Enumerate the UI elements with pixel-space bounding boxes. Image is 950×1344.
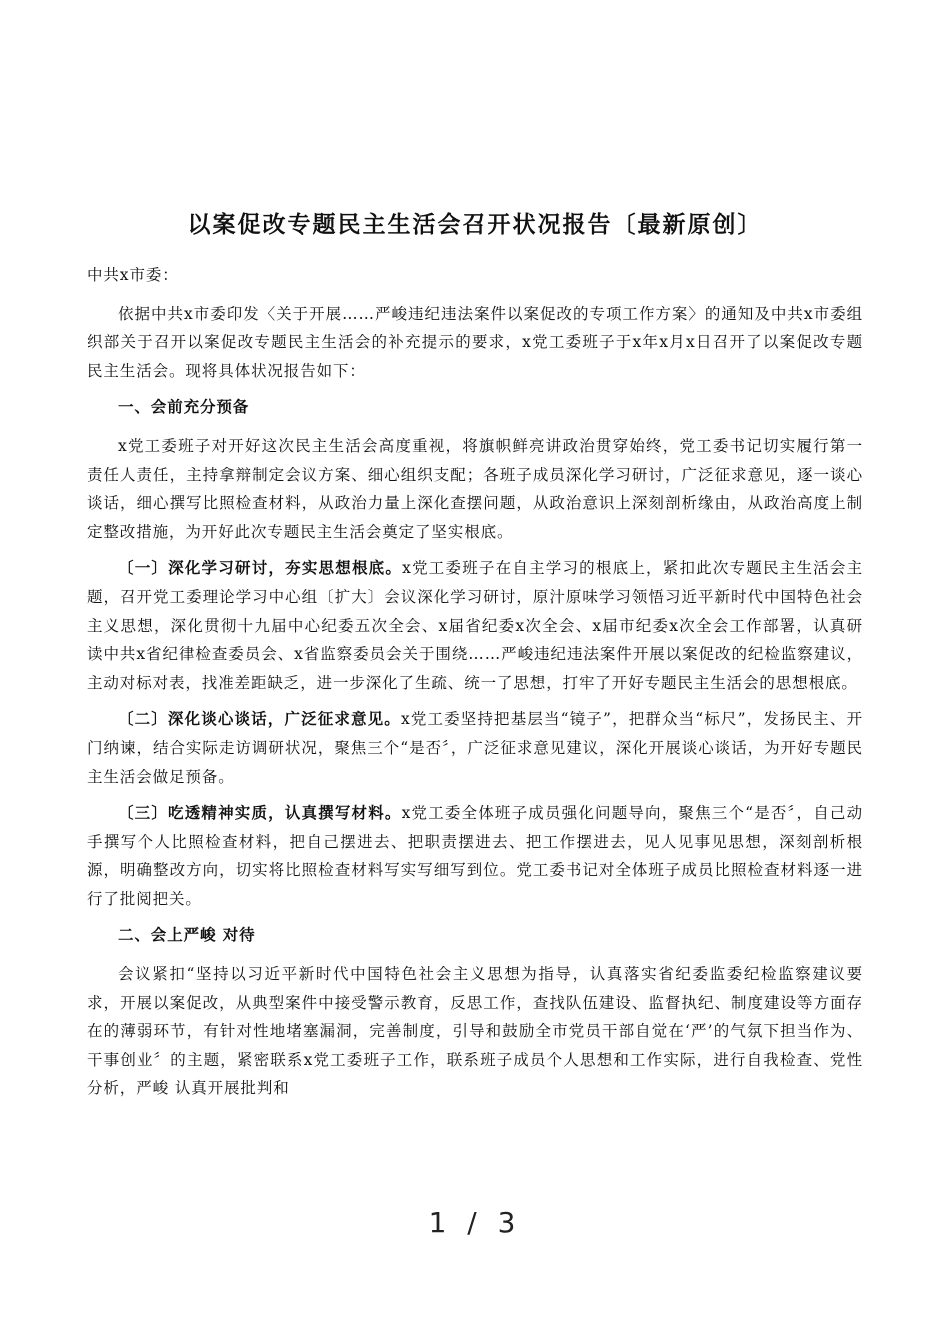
subsection-2-lead: 〔二〕深化谈心谈话，广泛征求意见。: [118, 709, 401, 729]
document-title: 以案促改专题民主生活会召开状况报告〔最新原创〕: [187, 211, 763, 238]
subsection-2: [87, 705, 863, 791]
page-indicator: 1 / 3: [428, 1206, 522, 1239]
subsection-3-text: x党工委全体班子成员强化问题导向，聚焦三个“是否〞，自己动手撰写个人比照检查材料，把自己摆进去、把职责摆进去、把工作摆进去，见人见事见思想，深刻剖析根源，明确整改方向，切实将比照检查材料写实写细写到位。党工委书记对全体班子成员比照检查材料逐一进行了批阅把关。: [87, 804, 863, 908]
section-2-paragraph: 会议紧扣“坚持以习近平新时代中国特色社会主义思想为指导，认真落实省纪委监委纪检监察建议要求，开展以案促改，从典型案件中接受警示教育，反思工作，查找队伍建设、监督执纪、制度建设等方面存在的薄弱环节，有针对性地堵塞漏洞，完善制度，引导和鼓励全市党员干部自觉在‘严’的气氛下担当作为、干事创业〞的主题，紧密联系x党工委班子工作，联系班子成员个人思想和工作实际，进行自我检查、党性分析，严峻 认真开展批判和: [87, 965, 863, 1098]
subsection-1: [87, 554, 863, 697]
section-2-heading: 二、会上严峻 对待: [118, 925, 256, 945]
subsection-1-text: x党工委班子在自主学习的根底上，紧扣此次专题民主生活会主题，召开党工委理论学习中心组〔扩大〕会议深化学习研讨，原汁原味学习领悟习近平新时代中国特色社会主义思想，深化贯彻十九届中心纪委五次全会、x届省纪委x次全会、x届市纪委x次全会工作部署，认真研读中共x省纪律检查委员会、x省监察委员会关于围绕……严峻违纪违法案件开展以案促改的纪检监察建议，主动对标对表，找准差距缺乏，进一步深化了生疏、统一了思想，打牢了开好专题民主生活会的思想根底。: [87, 559, 863, 692]
subsection-1-lead: 〔一〕深化学习研讨，夯实思想根底。: [118, 558, 403, 578]
intro-paragraph: 依据中共x市委印发〈关于开展……严峻违纪违法案件以案促改的专项工作方案〉的通知及中共x市委组织部关于召开以案促改专题民主生活会的补充提示的要求，x党工委班子于x年x月x日召开了以案促改专题民主生活会。现将具体状况报告如下：: [87, 304, 863, 380]
subsection-3: [87, 799, 863, 913]
section-1-heading: 一、会前充分预备: [118, 397, 250, 417]
subsection-2-text: x党工委坚持把基层当“镜子”，把群众当“标尺”，发扬民主、开门纳谏，结合实际走访调研状况，聚焦三个“是否〞，广泛征求意见建议，深化开展谈心谈话，为开好专题民主生活会做足预备。: [87, 710, 863, 786]
salutation: 中共x市委：: [87, 266, 179, 284]
section-1-paragraph: x党工委班子对开好这次民主生活会高度重视，将旗帜鲜亮讲政治贯穿始终，党工委书记切实履行第一责任人责任，主持拿辩制定会议方案、细心组织支配；各班子成员深化学习研讨，广泛征求意见，逐一谈心谈话，细心撰写比照检查材料，从政治力量上深化查摆问题，从政治意识上深刻剖析缘由，从政治高度上制定整改措施，为开好此次专题民主生活会奠定了坚实根底。: [87, 436, 863, 541]
subsection-3-lead: 〔三〕吃透精神实质，认真撰写材料。: [118, 803, 402, 823]
document-body: [87, 261, 863, 1111]
